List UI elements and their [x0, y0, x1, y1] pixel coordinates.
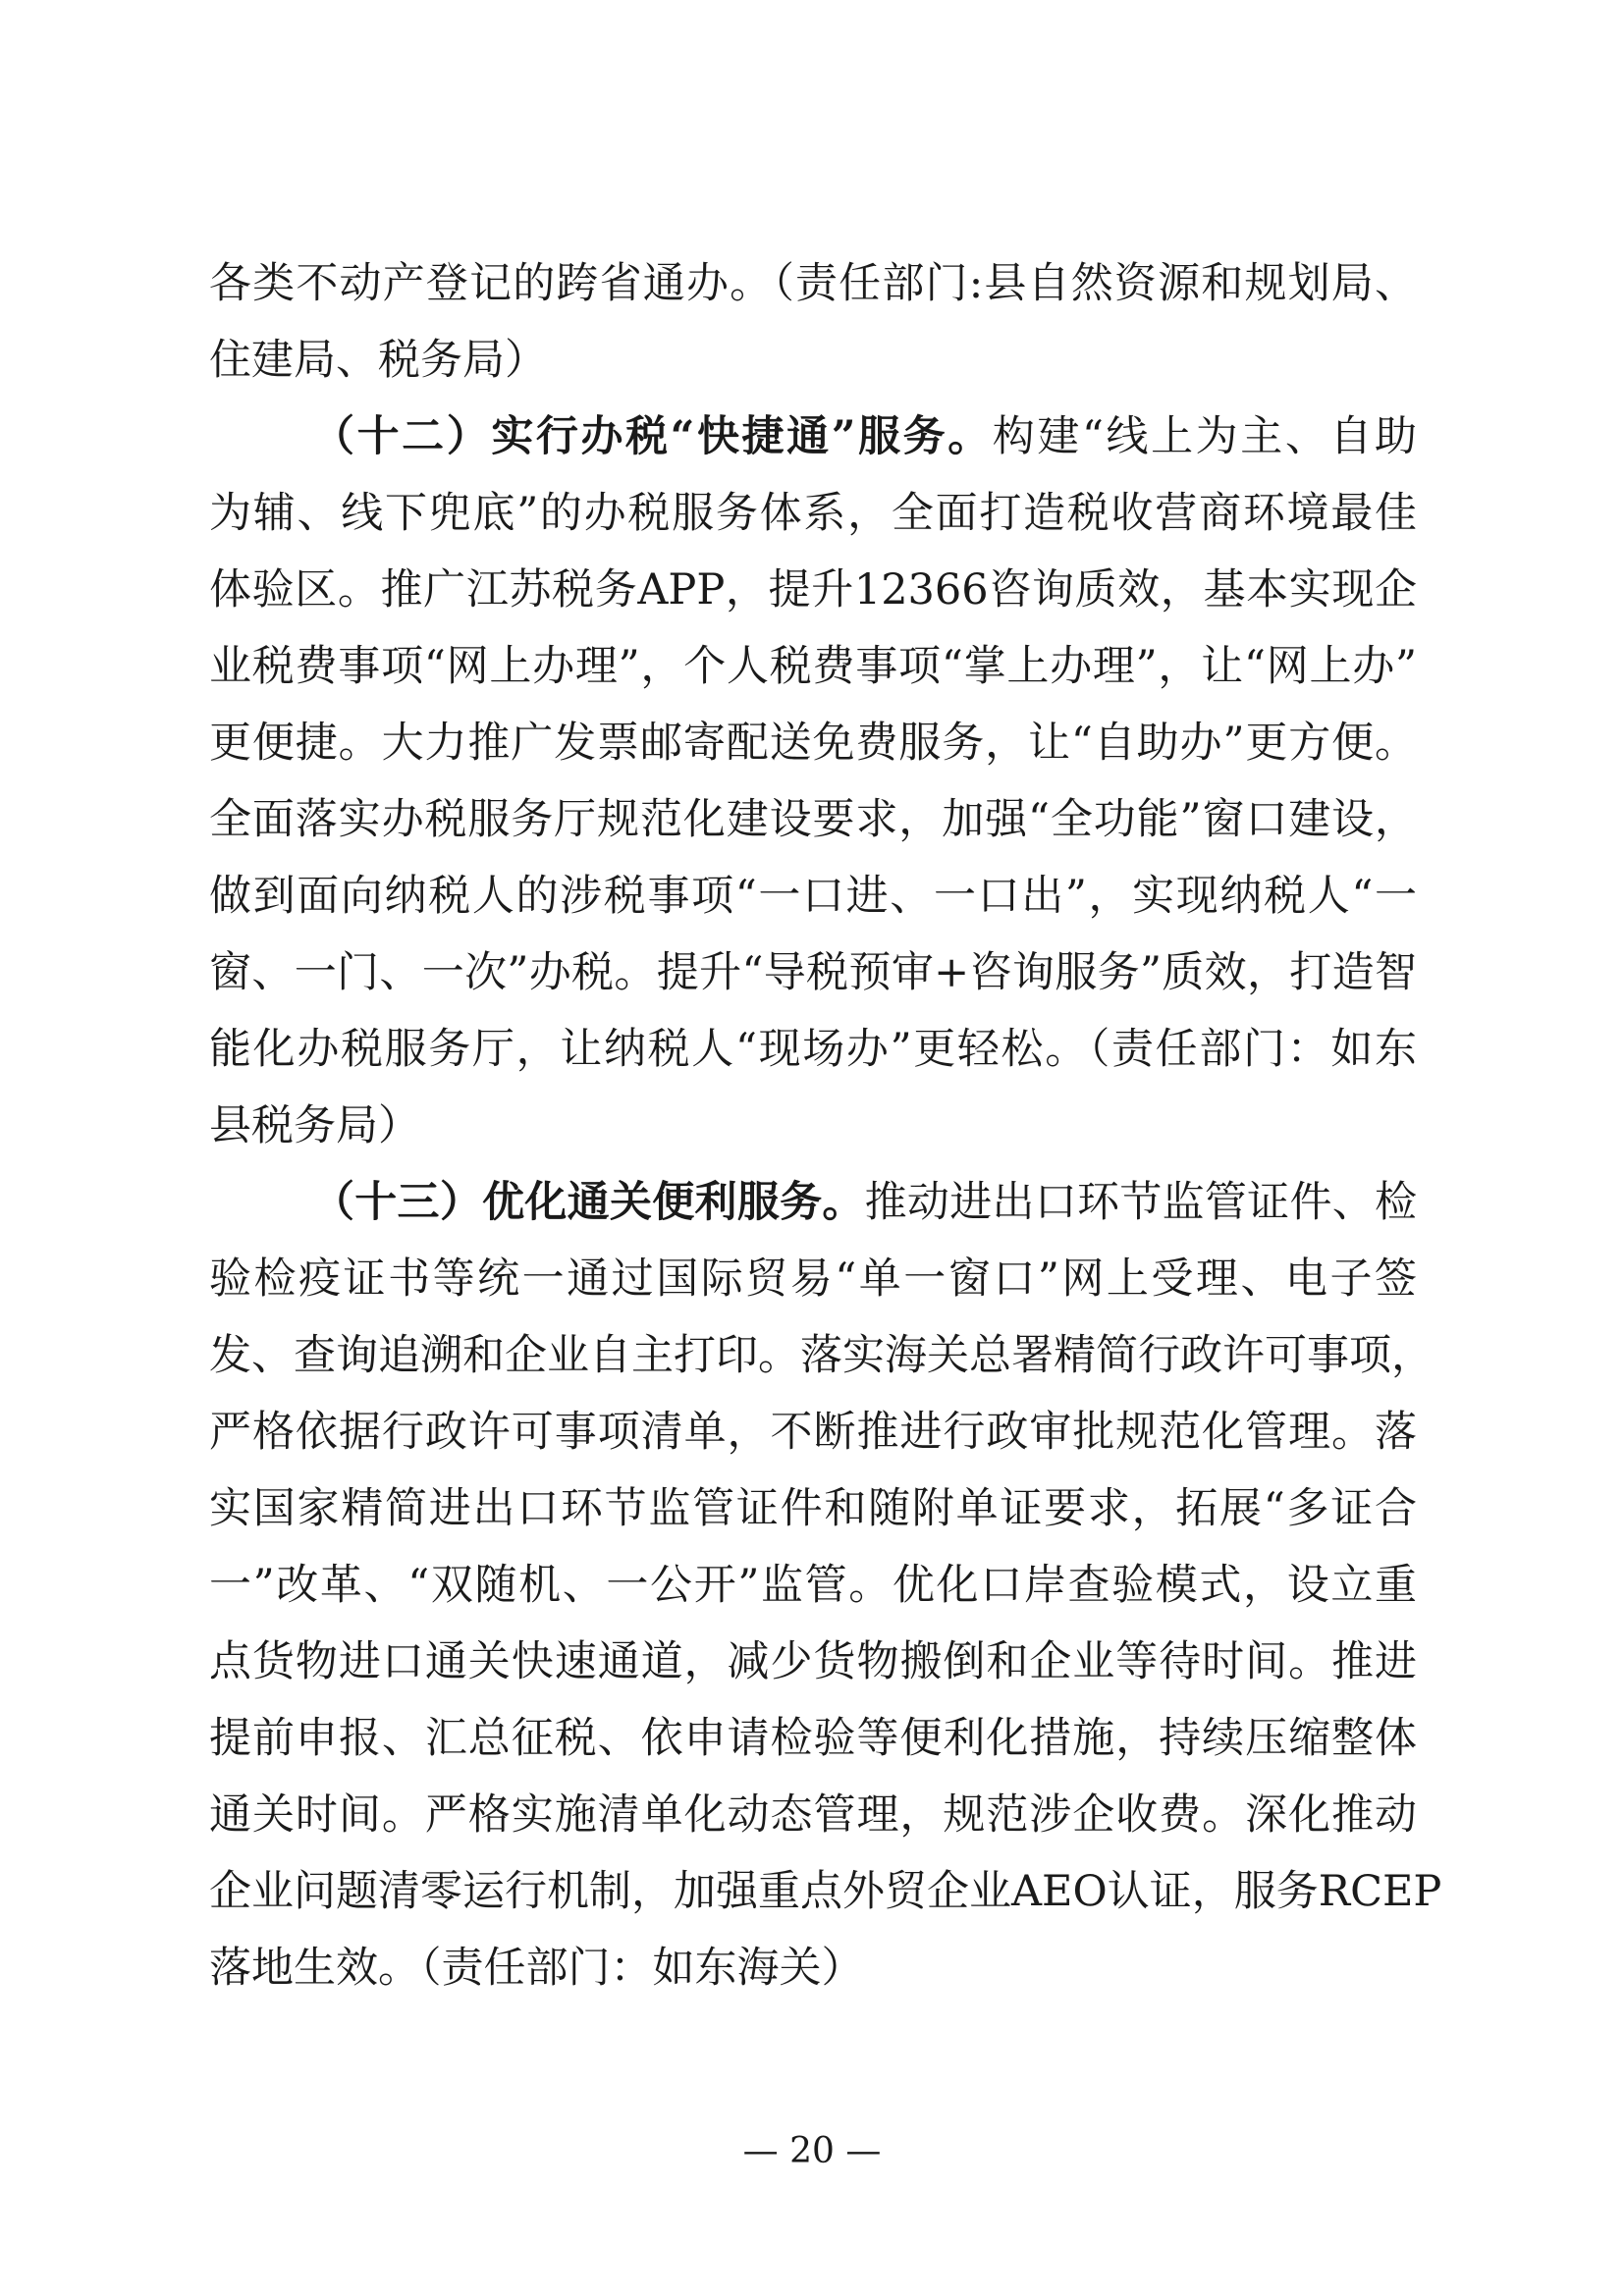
text-line: 全面落实办税服务厅规范化建设要求，加强“全功能”窗口建设， — [209, 795, 1417, 844]
text-line: 各类不动产登记的跨省通办。（责任部门:县自然资源和规划局、 — [209, 259, 1417, 308]
text-line-segment: 构建“线上为主、自助 — [992, 412, 1418, 461]
text-line: 验检疫证书等统一通过国际贸易“单一窗口”网上受理、电子签 — [209, 1255, 1417, 1304]
section-heading-13: （十三）优化通关便利服务。 — [312, 1178, 865, 1227]
section-heading-line — [209, 399, 1417, 475]
text-line: 更便捷。大力推广发票邮寄配送免费服务，让“自助办”更方便。 — [209, 719, 1417, 768]
text-line: 点货物进口通关快速通道，减少货物搬倒和企业等待时间。推进 — [209, 1637, 1417, 1686]
text-line: 能化办税服务厅，让纳税人“现场办”更轻松。（责任部门：如东 — [209, 1025, 1417, 1074]
text-line: 一”改革、“双随机、一公开”监管。优化口岸查验模式，设立重 — [209, 1561, 1417, 1610]
text-line: 企业问题清零运行机制，加强重点外贸企业AEO认证，服务RCEP — [209, 1867, 1442, 1916]
section-heading-12: （十二）实行办税“快捷通”服务。 — [312, 412, 993, 461]
text-line: 县税务局） — [209, 1101, 420, 1150]
text-line: 住建局、税务局） — [209, 336, 547, 385]
text-line: 为辅、线下兜底”的办税服务体系，全面打造税收营商环境最佳 — [209, 489, 1417, 538]
text-line: 做到面向纳税人的涉税事项“一口进、一口出”，实现纳税人“一 — [209, 872, 1417, 921]
text-line: 体验区。推广江苏税务APP，提升12366咨询质效，基本实现企 — [209, 565, 1417, 614]
section-heading-line — [209, 1164, 1417, 1241]
text-line: 提前申报、汇总征税、依申请检验等便利化措施，持续压缩整体 — [209, 1714, 1417, 1763]
page-number: — 20 — — [742, 2131, 882, 2171]
body-text — [209, 245, 1442, 2006]
text-line: 通关时间。严格实施清单化动态管理，规范涉企收费。深化推动 — [209, 1790, 1417, 1840]
text-line: 实国家精简进出口环节监管证件和随附单证要求，拓展“多证合 — [209, 1484, 1417, 1533]
text-line: 严格依据行政许可事项清单，不断推进行政审批规范化管理。落 — [209, 1408, 1417, 1457]
text-line-segment: 推动进出口环节监管证件、检 — [864, 1178, 1418, 1227]
text-line: 落地生效。（责任部门：如东海关） — [209, 1944, 864, 1993]
text-line: 窗、一门、一次”办税。提升“导税预审+咨询服务”质效，打造智 — [209, 948, 1417, 997]
text-line: 业税费事项“网上办理”，个人税费事项“掌上办理”，让“网上办” — [209, 642, 1417, 691]
text-line: 发、查询追溯和企业自主打印。落实海关总署精简行政许可事项， — [209, 1331, 1434, 1380]
